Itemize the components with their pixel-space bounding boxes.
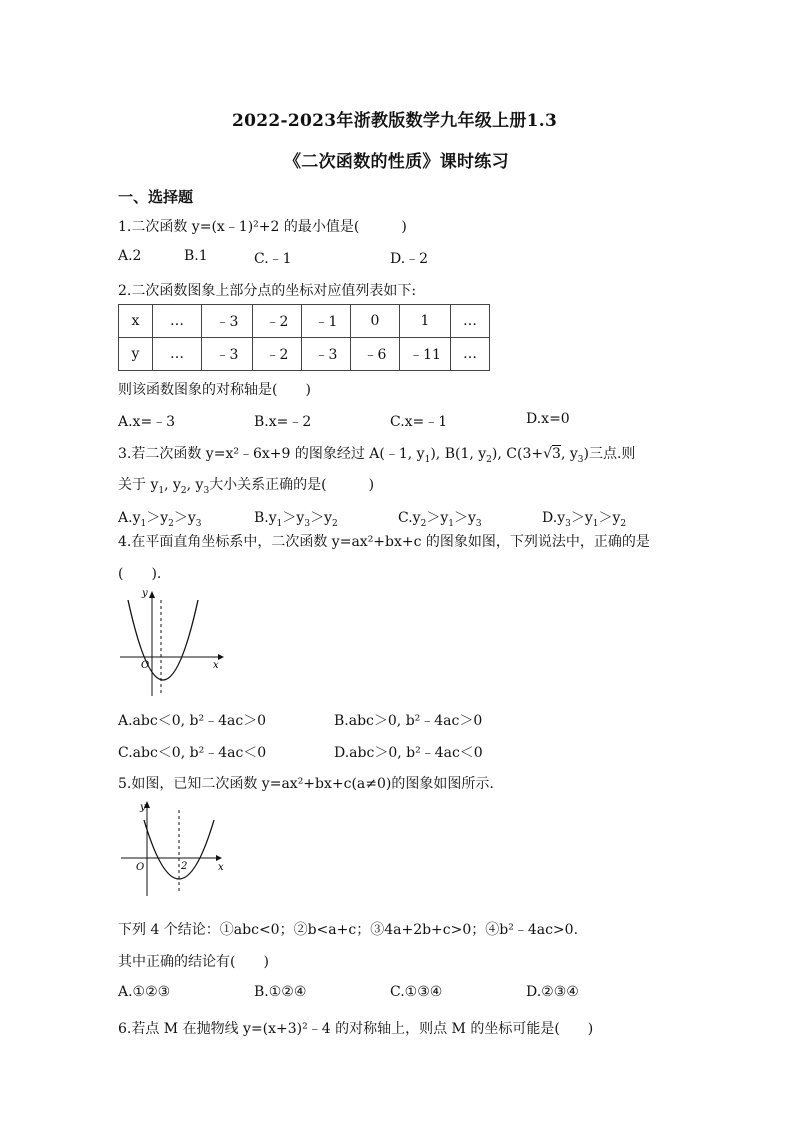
table-cell: ﹣1 [302, 305, 351, 338]
table-cell: ﹣2 [253, 305, 302, 338]
q3-text: 3.若二次函数 y=x²﹣6x+9 的图象经过 A(﹣1, y [118, 446, 425, 462]
q1-option-a: A.2 [118, 248, 142, 264]
q4-stem: 4.在平面直角坐标系中，二次函数 y=ax²+bx+c 的图象如图，下列说法中，正确的是 [118, 534, 650, 550]
q3-text: ), B(1, y [430, 446, 487, 462]
subscript: 3 [195, 518, 202, 529]
q3-text: ), C(3+ [491, 446, 544, 462]
subscript: 2 [420, 518, 427, 529]
q4-option-b: B.abc＞0, b²﹣4ac＞0 [334, 713, 483, 729]
subscript: 3 [203, 485, 210, 496]
subscript: 1 [592, 518, 599, 529]
x-axis-arrow [218, 654, 224, 660]
table-cell: ﹣3 [202, 305, 253, 338]
q4-parabola-graph [118, 588, 228, 700]
q5-conclusions: 下列 4 个结论：①abc<0；②b<a+c；③4a+2b+c>0；④b²﹣4ac>0. [118, 922, 579, 938]
table-cell: … [153, 338, 202, 371]
origin-label: O [141, 660, 150, 671]
table-cell: … [153, 305, 202, 338]
subscript: 2 [168, 518, 174, 529]
q2-option-a: A.x=﹣3 [118, 414, 176, 430]
q1-option-d: D.﹣2 [390, 251, 429, 267]
gt-sign: ＞ [598, 510, 613, 526]
subscript: 2 [331, 518, 338, 529]
table-cell: ﹣6 [351, 338, 400, 371]
q3-option-a [118, 507, 202, 529]
x-axis-label: x [213, 660, 219, 671]
var: y [612, 510, 621, 526]
var: y [296, 510, 305, 526]
x-axis-label: x [218, 862, 224, 873]
q3-option-d [542, 507, 626, 529]
subscript: 3 [565, 518, 571, 529]
subscript: 1 [158, 485, 165, 496]
gt-sign: ＞ [310, 510, 325, 526]
table-cell: ﹣11 [400, 338, 451, 371]
subscript: 3 [577, 454, 584, 465]
q3-option-c [398, 507, 482, 529]
y-axis-label: y [140, 802, 146, 813]
sqrt-sign: √ [543, 446, 553, 462]
q3-text: 关于 y [118, 477, 159, 493]
var: y [324, 510, 332, 526]
table-cell: x [119, 305, 153, 338]
q2-question: 则该函数图象的对称轴是( ) [118, 382, 311, 398]
q4-option-c: C.abc＜0, b²﹣4ac＜0 [118, 745, 267, 761]
q3-text: , y [186, 477, 204, 493]
table-row [119, 338, 490, 371]
gt-sign: ＞ [426, 510, 441, 526]
var: y [584, 510, 593, 526]
q3-text: , y [560, 446, 578, 462]
q3-line1 [118, 443, 635, 465]
q3-option-b [254, 507, 338, 529]
y-axis-label: y [142, 588, 148, 599]
q5-option-c: C.①③④ [390, 984, 443, 1000]
subscript: 1 [276, 518, 283, 529]
var: y [187, 510, 196, 526]
q3-text: , y [164, 477, 181, 493]
option-prefix: B. [254, 510, 269, 526]
subscript: 2 [620, 518, 627, 529]
q2-option-b: B.x=﹣2 [254, 414, 312, 430]
q1-option-b: B.1 [184, 248, 208, 264]
subscript: 3 [304, 518, 311, 529]
q2-value-table [118, 304, 490, 371]
table-cell: ﹣3 [302, 338, 351, 371]
subscript: 1 [424, 454, 431, 465]
var: y [268, 510, 277, 526]
table-cell: 0 [351, 305, 400, 338]
q4-option-d: D.abc＞0, b²﹣4ac＜0 [334, 745, 483, 761]
q5-stem: 5.如图，已知二次函数 y=ax²+bx+c(a≠0)的图象如图所示. [118, 776, 494, 792]
sqrt-radicand: 3 [552, 446, 561, 462]
q2-option-d: D.x=0 [526, 411, 570, 427]
subscript: 1 [448, 518, 454, 529]
q5-option-b: B.①②④ [254, 984, 307, 1000]
q3-text: )三点.则 [583, 446, 636, 462]
gt-sign: ＞ [173, 510, 188, 526]
q6-stem: 6.若点 M 在抛物线 y=(x+3)²﹣4 的对称轴上，则点 M 的坐标可能是( ) [118, 1021, 594, 1037]
var: y [132, 510, 141, 526]
y-axis-arrow [149, 591, 155, 598]
q1-option-c: C.﹣1 [254, 251, 292, 267]
table-cell: … [451, 338, 490, 371]
tick-label-2: 2 [181, 861, 188, 872]
q5-parabola-graph [118, 798, 228, 898]
q5-option-d: D.②③④ [526, 984, 579, 1000]
var: y [160, 510, 169, 526]
var: y [412, 510, 421, 526]
gt-sign: ＞ [570, 510, 585, 526]
table-cell: y [119, 338, 153, 371]
var: y [557, 510, 566, 526]
option-prefix: A. [118, 510, 133, 526]
var: y [440, 510, 449, 526]
q5-option-a: A.①②③ [118, 984, 171, 1000]
parabola-curve [128, 600, 198, 680]
section-heading: 一、选择题 [118, 188, 194, 206]
option-prefix: D. [542, 510, 558, 526]
subscript: 2 [180, 485, 187, 496]
q2-stem: 2.二次函数图象上部分点的坐标对应值列表如下: [118, 283, 417, 299]
gt-sign: ＞ [282, 510, 297, 526]
gt-sign: ＞ [146, 510, 161, 526]
var: y [467, 510, 476, 526]
subscript: 1 [140, 518, 147, 529]
table-cell: 1 [400, 305, 451, 338]
doc-title-line2: 《二次函数的性质》课时练习 [284, 152, 509, 172]
q3-line2 [118, 474, 374, 496]
q1-stem: 1.二次函数 y=(x﹣1)²+2 的最小值是( ) [118, 219, 407, 235]
subscript: 3 [475, 518, 482, 529]
origin-label: O [136, 862, 145, 873]
gt-sign: ＞ [453, 510, 468, 526]
option-prefix: C. [398, 510, 413, 526]
q4-stem-2: ( ). [118, 566, 162, 582]
table-cell: ﹣3 [202, 338, 253, 371]
x-axis-arrow [216, 855, 222, 861]
q4-option-a: A.abc＜0, b²﹣4ac＞0 [118, 713, 267, 729]
q2-option-c: C.x=﹣1 [390, 414, 448, 430]
table-cell: ﹣2 [253, 338, 302, 371]
q3-text: 大小关系正确的是( ) [209, 477, 375, 493]
subscript: 2 [486, 454, 492, 465]
table-cell: … [451, 305, 490, 338]
table-row [119, 305, 490, 338]
doc-title-line1: 2022-2023年浙教版数学九年级上册1.3 [232, 111, 558, 131]
q5-question: 其中正确的结论有( ) [118, 954, 269, 970]
